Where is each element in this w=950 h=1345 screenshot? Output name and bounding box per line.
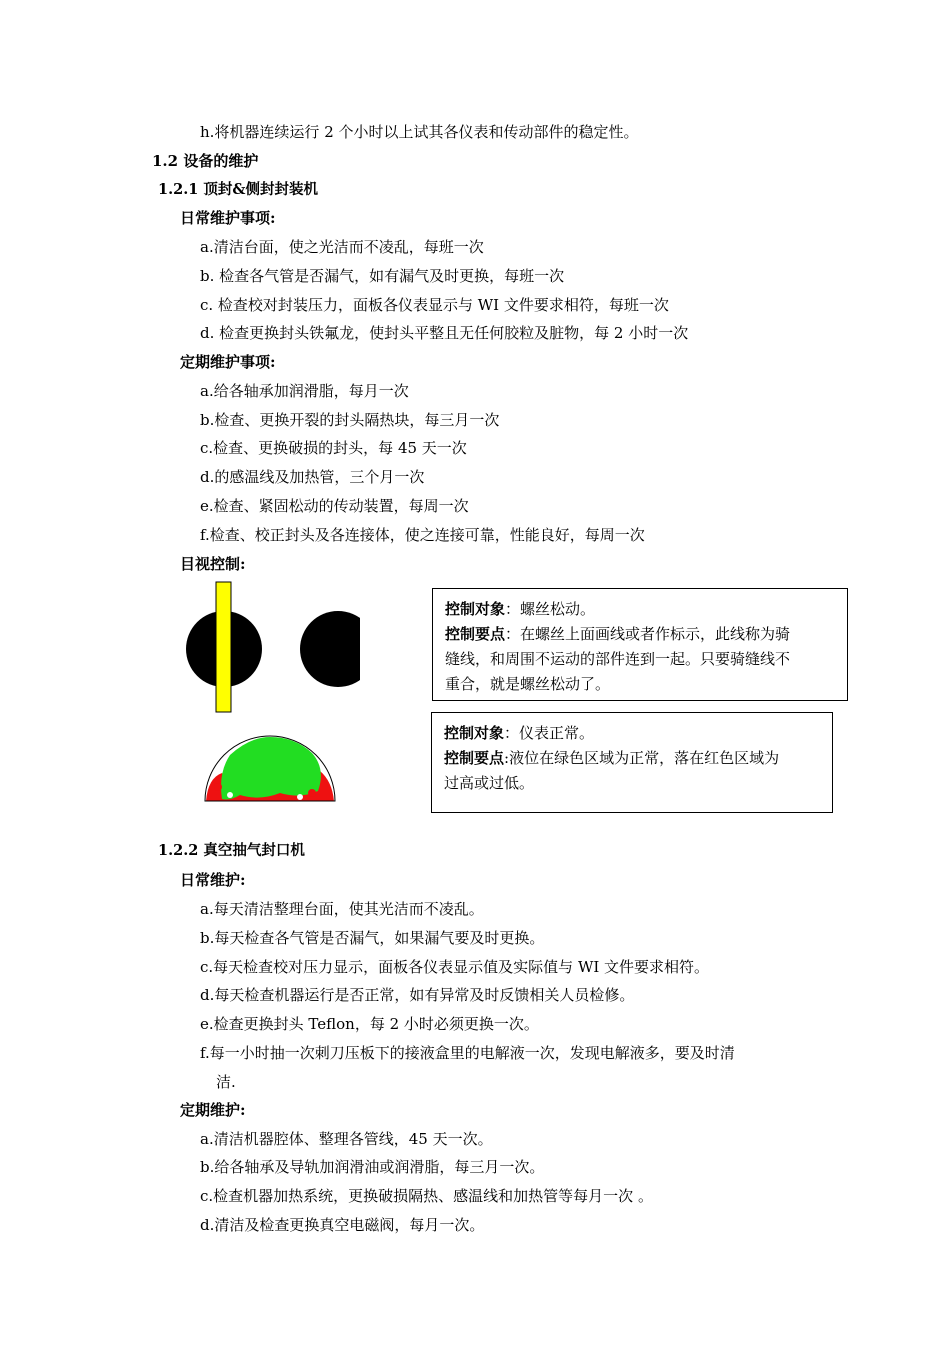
list-item: a.给各轴承加润滑脂，每月一次 bbox=[200, 382, 409, 400]
section-1-2-heading: 1.2 设备的维护 bbox=[152, 152, 259, 170]
list-item: d.的感温线及加热管，三个月一次 bbox=[200, 468, 425, 486]
list-item: a.清洁台面，使之光洁而不凌乱，每班一次 bbox=[200, 238, 484, 256]
section-1-2-2-heading: 1.2.2 真空抽气封口机 bbox=[158, 842, 305, 859]
control-box-gauge bbox=[431, 712, 833, 813]
list-item: c.检查机器加热系统，更换破损隔热、感温线和加热管等每月一次 。 bbox=[200, 1187, 653, 1205]
control-box-screw bbox=[432, 588, 848, 701]
control-point-value: 过高或过低。 bbox=[444, 774, 535, 792]
list-item: a.每天清洁整理台面，使其光洁而不凌乱。 bbox=[200, 900, 484, 918]
list-item: b.每天检查各气管是否漏气，如果漏气要及时更换。 bbox=[200, 929, 545, 947]
periodic-maintenance-heading: 定期维护事项: bbox=[180, 353, 276, 371]
periodic-maintenance-heading: 定期维护: bbox=[180, 1101, 246, 1119]
control-object-value: ：螺丝松动。 bbox=[505, 600, 596, 618]
daily-maintenance-heading: 日常维护: bbox=[180, 871, 246, 889]
control-object-label: 控制对象 bbox=[444, 724, 505, 742]
list-item: b.检查、更换开裂的封头隔热块，每三月一次 bbox=[200, 411, 500, 429]
control-object-label: 控制对象 bbox=[445, 600, 506, 618]
list-item: f.每一小时抽一次刺刀压板下的接液盒里的电解液一次，发现电解液多，要及时清 bbox=[200, 1044, 735, 1062]
list-item: e.检查更换封头 Teflon，每 2 小时必须更换一次。 bbox=[200, 1015, 539, 1033]
list-item: d. 检查更换封头铁氟龙，使封头平整且无任何胶粒及脏物，每 2 小时一次 bbox=[200, 324, 689, 342]
visual-control-heading: 目视控制: bbox=[180, 555, 246, 573]
list-item: e.检查、紧固松动的传动装置，每周一次 bbox=[200, 497, 469, 515]
list-item: b.给各轴承及导轨加润滑油或润滑脂，每三月一次。 bbox=[200, 1158, 545, 1176]
control-point-value: ：在螺丝上面画线或者作标示，此线称为骑 bbox=[505, 625, 791, 643]
list-item: d.每天检查机器运行是否正常，如有异常及时反馈相关人员检修。 bbox=[200, 986, 635, 1004]
control-point-label: 控制要点 bbox=[444, 749, 505, 767]
list-item: a.清洁机器腔体、整理各管线，45 天一次。 bbox=[200, 1130, 493, 1148]
control-point-label: 控制要点 bbox=[445, 625, 506, 643]
section-1-2-1-heading: 1.2.1 顶封&侧封封装机 bbox=[158, 181, 319, 198]
control-point-value: :液位在绿色区域为正常，落在红色区域为 bbox=[504, 749, 780, 767]
intro-item: h.将机器连续运行 2 个小时以上试其各仪表和传动部件的稳定性。 bbox=[200, 123, 639, 141]
daily-maintenance-heading: 日常维护事项: bbox=[180, 209, 276, 227]
screw-marked-icon bbox=[180, 578, 360, 718]
list-item: c. 检查校对封装压力，面板各仪表显示与 WI 文件要求相符，每班一次 bbox=[200, 296, 669, 314]
screw-plain-icon bbox=[300, 611, 360, 687]
list-item: f.检查、校正封头及各连接体，使之连接可靠，性能良好，每周一次 bbox=[200, 526, 645, 544]
list-item: c.每天检查校对压力显示，面板各仪表显示值及实际值与 WI 文件要求相符。 bbox=[200, 958, 710, 976]
list-item: c.检查、更换破损的封头，每 45 天一次 bbox=[200, 439, 467, 457]
list-item: 洁. bbox=[216, 1073, 236, 1091]
list-item: d.清洁及检查更换真空电磁阀，每月一次。 bbox=[200, 1216, 485, 1234]
control-point-value: 重合，就是螺丝松动了。 bbox=[445, 675, 611, 693]
list-item: b. 检查各气管是否漏气，如有漏气及时更换，每班一次 bbox=[200, 267, 565, 285]
gauge-icon bbox=[200, 733, 340, 805]
control-object-value: ：仪表正常。 bbox=[504, 724, 595, 742]
control-point-value: 缝线，和周围不运动的部件连到一起。只要骑缝线不 bbox=[445, 650, 791, 668]
